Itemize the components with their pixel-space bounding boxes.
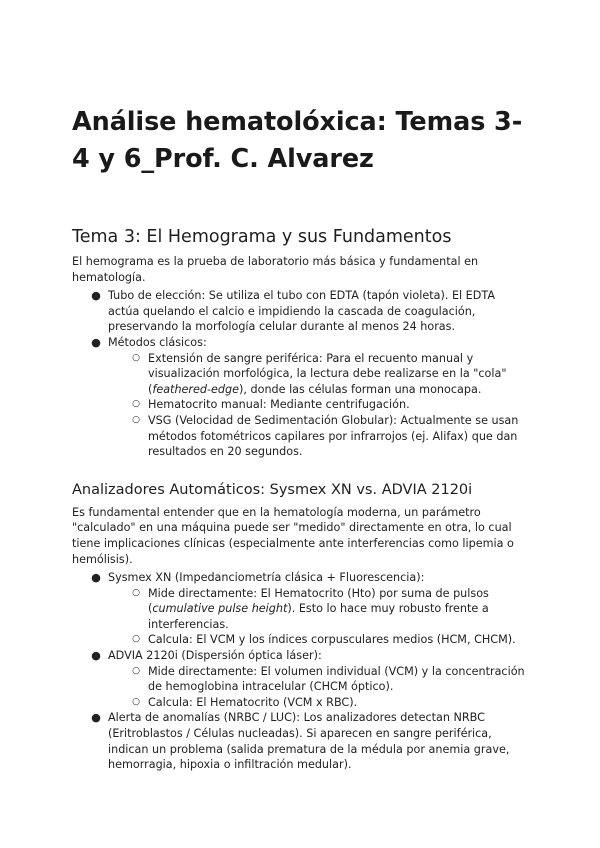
bullet-circle-icon: ○ [132,696,140,707]
list-item-text: ADVIA 2120i (Dispersión óptica láser): [108,649,322,663]
list-item [108,664,528,695]
list-item-text: VSG (Velocidad de Sedimentación Globular): Actualmente se usan métodos fotométricos capilares por infrarrojos (ej. Alifax) que dan resultados en 20 segundos. [148,413,519,459]
emphasis-text: cumulative pulse height [152,602,288,616]
list-item-text: Extensión de sangre periférica: Para el recuento manual y visualización morfológica, la lectura debe realizarse en la "cola" (feathered-edge), donde las células forman una monocapa. [148,351,507,396]
bullet-circle-icon: ○ [132,414,140,425]
bullet-circle-icon: ○ [132,399,140,410]
list-item [108,695,528,711]
bullet-dot-icon: ● [91,335,101,349]
sub-bullet-list [108,351,528,460]
bullet-dot-icon: ● [91,289,101,303]
list-item-text: Métodos clásicos: [108,335,207,349]
list-item [72,335,528,460]
section-intro: Es fundamental entender que en la hematología moderna, un parámetro "calculado" en una máquina puede ser "medido" directamente en otra, lo cual tiene implicaciones clínicas (especialmente ante interferencias como lipemia o hemólisis). [72,505,514,566]
list-item-text: Mide directamente: El volumen individual (VCM) y la concentración de hemoglobina intracelular (CHCM óptico). [148,664,525,694]
section-intro: El hemograma es la prueba de laboratorio más básica y fundamental en hematología. [72,255,479,284]
sub-bullet-list [108,586,528,648]
list-item [108,632,528,648]
sub-bullet-list [108,664,528,711]
list-item [108,413,528,460]
bullet-dot-icon: ● [91,711,101,725]
bullet-dot-icon: ● [91,571,101,585]
section-heading-analizadores: Analizadores Automáticos: Sysmex XN vs. ADVIA 2120i [72,481,473,498]
bullet-list [72,570,528,773]
list-item [72,288,528,335]
bullet-circle-icon: ○ [132,352,140,363]
list-item-text: Hematocrito manual: Mediante centrifugación. [148,398,410,412]
list-item-text: Tubo de elección: Se utiliza el tubo con EDTA (tapón violeta). El EDTA actúa quelando el calcio e impidiendo la cascada de coagulación, preservando la morfología celular durante al menos 24 horas. [108,289,495,334]
list-item-text: Alerta de anomalías (NRBC / LUC): Los analizadores detectan NRBC (Eritroblastos / Células nucleadas). Si aparecen en sangre periférica, indican un problema (salida prematura de la médula por anemia grave, hemorragia, hipoxia o infiltración medular). [108,711,510,772]
list-item [108,351,528,398]
list-item-text: Calcula: El VCM y los índices corpusculares medios (HCM, CHCM). [148,633,516,647]
list-item [72,570,528,648]
list-item [108,397,528,413]
document-page [72,104,528,773]
list-item-text: Sysmex XN (Impedanciometría clásica + Fluorescencia): [108,571,425,585]
bullet-circle-icon: ○ [132,634,140,645]
bullet-dot-icon: ● [91,649,101,663]
list-item-text: Calcula: El Hematocrito (VCM x RBC). [148,695,358,709]
bullet-list [72,288,528,460]
section-heading-tema3: Tema 3: El Hemograma y sus Fundamentos [72,227,452,247]
bullet-circle-icon: ○ [132,665,140,676]
list-item [72,710,528,772]
bullet-circle-icon: ○ [132,587,140,598]
list-item [72,648,528,710]
list-item-text: Mide directamente: El Hematocrito (Hto) por suma de pulsos (cumulative pulse height). Esto lo hace muy robusto frente a interferencias. [148,586,489,631]
list-item [108,586,528,633]
page-title: Análise hematolóxica: Temas 3-4 y 6_Prof. C. Alvarez [72,107,523,174]
emphasis-text: feathered-edge [152,382,240,396]
